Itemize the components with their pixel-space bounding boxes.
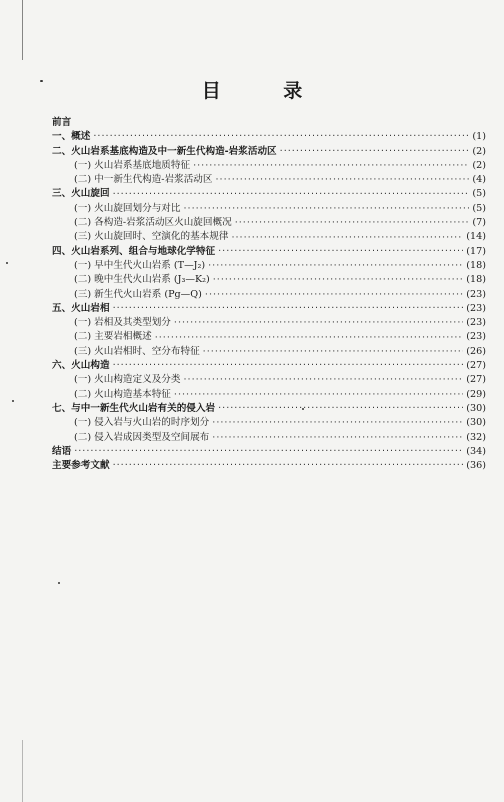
- toc-page-number: (27): [466, 374, 486, 386]
- toc-page-number: (23): [466, 288, 486, 300]
- toc-entry-label: (一) 火山岩系基底地质特征: [74, 159, 191, 171]
- toc-entry-label: 六、火山构造: [52, 360, 110, 372]
- toc-section-entry: [52, 431, 486, 445]
- toc-page-number: (27): [466, 360, 486, 372]
- toc-section-entry: [52, 345, 486, 359]
- toc-leader-dots: [208, 259, 463, 273]
- toc-page-number: (4): [472, 174, 486, 186]
- toc-leader-dots: [113, 459, 464, 473]
- toc-section-entry: [52, 230, 486, 244]
- toc-page-number: (18): [466, 259, 486, 271]
- toc-leader-dots: [113, 188, 470, 202]
- toc-section-entry: [52, 159, 486, 173]
- toc-page-number: (34): [466, 445, 486, 457]
- toc-entry-label: 三、火山旋回: [52, 188, 110, 200]
- scan-edge-line: [22, 740, 23, 802]
- page-title: 目 录: [201, 80, 331, 102]
- toc-entry-label: 一、概述: [52, 131, 91, 143]
- toc-chapter-entry: [52, 145, 486, 159]
- toc-section-entry: [52, 173, 486, 187]
- toc-leader-dots: [155, 331, 464, 345]
- toc-page-number: (5): [472, 202, 486, 214]
- toc-section-entry: [52, 388, 486, 402]
- toc-entry-label: (一) 火山构造定义及分类: [74, 374, 181, 386]
- toc-leader-dots: [174, 316, 463, 330]
- toc-leader-dots: [218, 245, 463, 259]
- toc-page-number: (2): [472, 145, 486, 157]
- scan-speck: [12, 400, 14, 402]
- toc-page-number: (1): [472, 131, 486, 143]
- toc-entry-label: (二) 晚中生代火山岩系 (J₃—K₂): [74, 274, 210, 286]
- toc-entry-label: (一) 侵入岩与火山岩的时序划分: [74, 417, 210, 429]
- toc-entry-label: (三) 新生代火山岩系 (Pg—Q): [74, 288, 202, 300]
- toc-chapter-entry: [52, 302, 486, 316]
- toc-leader-dots: [183, 373, 463, 387]
- toc-chapter-entry: [52, 445, 486, 459]
- toc-section-entry: [52, 373, 486, 387]
- toc-entry-label: 五、火山岩相: [52, 302, 110, 314]
- toc-entry-label: (三) 火山旋回时、空演化的基本规律: [74, 231, 229, 243]
- toc-entry-label: (一) 早中生代火山岩系 (T—J₂): [74, 259, 206, 271]
- scan-speck: [58, 582, 60, 584]
- toc-page-number: (26): [466, 345, 486, 357]
- scan-edge-line: [22, 0, 23, 60]
- toc-page-number: (2): [472, 159, 486, 171]
- toc-entry-label: (一) 火山旋回划分与对比: [74, 202, 181, 214]
- toc-page-number: (36): [466, 460, 486, 472]
- toc-page-number: (14): [466, 231, 486, 243]
- toc-leader-dots: [174, 388, 463, 402]
- toc-entry-label: (二) 火山构造基本特征: [74, 388, 171, 400]
- toc-page-number: (29): [466, 388, 486, 400]
- toc-leader-dots: [212, 431, 463, 445]
- toc-entry-label: (二) 中一新生代构造-岩浆活动区: [74, 174, 213, 186]
- toc-entry-label: 四、火山岩系列、组合与地球化学特征: [52, 245, 216, 257]
- toc-leader-dots: [216, 173, 470, 187]
- toc-chapter-entry: [52, 402, 486, 416]
- toc-section-entry: [52, 330, 486, 344]
- toc-entry-label: (二) 主要岩相概述: [74, 331, 152, 343]
- toc-page-number: (5): [472, 188, 486, 200]
- toc-section-entry: [52, 259, 486, 273]
- toc-chapter-entry: [52, 459, 486, 473]
- toc-leader-dots: [218, 402, 463, 416]
- scan-speck: [6, 262, 8, 264]
- toc-section-entry: [52, 216, 486, 230]
- toc-page-number: (23): [466, 317, 486, 329]
- toc-chapter-entry: [52, 359, 486, 373]
- toc-leader-dots: [74, 445, 463, 459]
- toc-leader-dots: [113, 302, 464, 316]
- toc-section-entry: [52, 202, 486, 216]
- toc-section-entry: [52, 273, 486, 287]
- toc-entry-label: (一) 岩相及其类型划分: [74, 317, 171, 329]
- toc-entry-label: 主要参考文献: [52, 460, 110, 472]
- toc-leader-dots: [93, 130, 469, 144]
- toc-page-number: (7): [472, 217, 486, 229]
- toc-entry-label: (二) 各构造-岩浆活动区火山旋回概况: [74, 217, 232, 229]
- toc-leader-dots: [205, 288, 463, 302]
- toc-leader-dots: [280, 145, 470, 159]
- toc-page-number: (32): [466, 431, 486, 443]
- toc-page-number: (30): [466, 417, 486, 429]
- toc-entry-label: (三) 火山岩相时、空分布特征: [74, 345, 200, 357]
- toc-entry-label: (二) 侵入岩成因类型及空间展布: [74, 431, 210, 443]
- toc-leader-dots: [193, 159, 469, 173]
- toc-leader-dots: [212, 416, 463, 430]
- toc-chapter-entry: [52, 245, 486, 259]
- toc-page-number: (18): [466, 274, 486, 286]
- toc-chapter-entry: [52, 130, 486, 144]
- toc-section-entry: [52, 288, 486, 302]
- toc-page-number: (23): [466, 331, 486, 343]
- toc-page-number: (17): [466, 245, 486, 257]
- toc-section-entry: [52, 416, 486, 430]
- toc-leader-dots: [183, 202, 469, 216]
- toc-leader-dots: [113, 359, 464, 373]
- toc-chapter-entry: [52, 116, 486, 130]
- toc-page-number: (23): [466, 302, 486, 314]
- toc-entry-label: 前言: [52, 117, 72, 128]
- toc-section-entry: [52, 316, 486, 330]
- toc-entry-label: 七、与中一新生代火山岩有关的侵入岩: [52, 402, 216, 414]
- toc-entry-label: 结语: [52, 445, 72, 457]
- toc-chapter-entry: [52, 187, 486, 201]
- toc-entry-label: 二、火山岩系基底构造及中一新生代构造-岩浆活动区: [52, 145, 277, 157]
- toc-leader-dots: [235, 216, 470, 230]
- toc-leader-dots: [203, 345, 464, 359]
- toc-leader-dots: [231, 231, 463, 245]
- table-of-contents: [52, 116, 486, 473]
- toc-page-number: (30): [466, 402, 486, 414]
- toc-leader-dots: [213, 273, 464, 287]
